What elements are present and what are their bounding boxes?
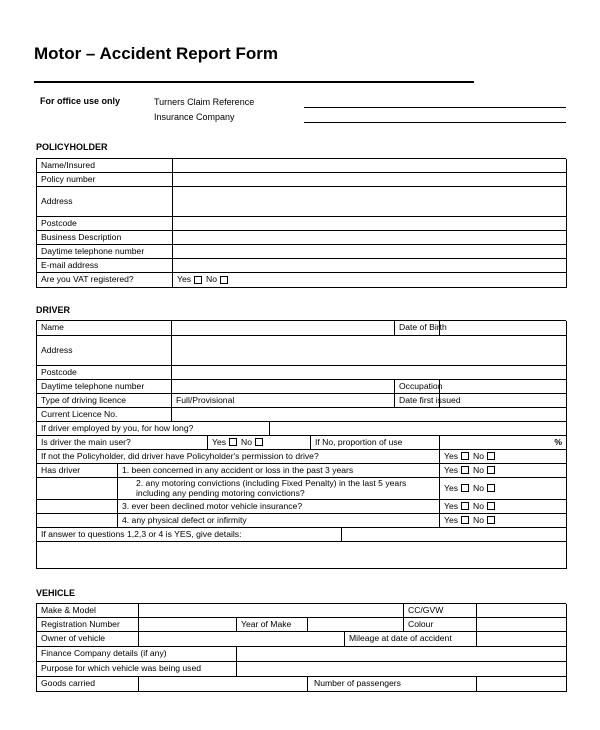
drv-q2-label: 2. any motoring convictions (including Fixed Penalty) in the last 5 years including any pending motoring convictions? bbox=[118, 478, 440, 500]
vehicle-heading: VEHICLE bbox=[36, 588, 76, 598]
drv-blank-cell bbox=[37, 500, 118, 514]
drv-date-issued-field[interactable] bbox=[440, 394, 567, 408]
yes-label: Yes bbox=[444, 450, 459, 461]
veh-purpose-field[interactable] bbox=[237, 662, 567, 677]
drv-licence-type-value[interactable]: Full/Provisional bbox=[172, 394, 395, 408]
ph-email-label: E-mail address bbox=[37, 259, 173, 273]
drv-proportion-label: If No, proportion of use bbox=[311, 436, 440, 450]
drv-dob-label: Date of Birth bbox=[395, 321, 440, 336]
veh-mileage-label: Mileage at date of accident bbox=[345, 632, 477, 647]
drv-dob-field[interactable] bbox=[440, 321, 567, 336]
vehicle-table bbox=[36, 603, 566, 692]
ph-vat-options bbox=[173, 273, 567, 288]
permission-no-checkbox[interactable] bbox=[487, 452, 495, 460]
permission-yes-checkbox[interactable] bbox=[461, 452, 469, 460]
ph-vat-label: Are you VAT registered? bbox=[37, 273, 173, 288]
yes-label: Yes bbox=[212, 436, 227, 447]
title-divider bbox=[34, 81, 474, 83]
drv-blank-cell bbox=[37, 478, 118, 500]
ph-email-field[interactable] bbox=[173, 259, 567, 273]
drv-blank-cell bbox=[37, 514, 118, 528]
veh-make-label: Make & Model bbox=[37, 604, 139, 618]
veh-owner-label: Owner of vehicle bbox=[37, 632, 139, 647]
no-label: No bbox=[206, 274, 218, 285]
q2-no-checkbox[interactable] bbox=[487, 484, 495, 492]
drv-employed-field[interactable] bbox=[270, 422, 567, 436]
ph-policy-number-field[interactable] bbox=[173, 173, 567, 187]
claim-reference-label: Turners Claim Reference bbox=[154, 97, 255, 107]
yes-label: Yes bbox=[444, 500, 459, 511]
veh-passengers-field[interactable] bbox=[477, 677, 567, 692]
no-label: No bbox=[473, 514, 485, 525]
drv-details-label: If answer to questions 1,2,3 or 4 is YES, give details: bbox=[37, 528, 342, 542]
drv-phone-field[interactable] bbox=[172, 380, 395, 394]
drv-q1-label: 1. been concerned in any accident or loss in the past 3 years bbox=[118, 464, 440, 478]
drv-q1-options bbox=[440, 464, 567, 478]
insurance-company-label: Insurance Company bbox=[154, 112, 235, 122]
veh-owner-field[interactable] bbox=[139, 632, 345, 647]
veh-finance-label: Finance Company details (if any) bbox=[37, 647, 237, 662]
ph-policy-number-label: Policy number bbox=[37, 173, 173, 187]
drv-licence-no-label: Current Licence No. bbox=[37, 408, 172, 422]
veh-goods-field[interactable] bbox=[139, 677, 308, 692]
drv-details-field[interactable] bbox=[342, 528, 567, 542]
ph-name-field[interactable] bbox=[173, 159, 567, 173]
veh-cc-label: CC/GVW bbox=[404, 604, 477, 618]
page-title: Motor – Accident Report Form bbox=[34, 44, 278, 63]
no-label: No bbox=[473, 450, 485, 461]
q3-no-checkbox[interactable] bbox=[487, 502, 495, 510]
q4-no-checkbox[interactable] bbox=[487, 516, 495, 524]
yes-label: Yes bbox=[444, 482, 459, 493]
drv-date-issued-label: Date first issued bbox=[395, 394, 440, 408]
yes-label: Yes bbox=[444, 514, 459, 525]
drv-phone-label: Daytime telephone number bbox=[37, 380, 172, 394]
ph-business-field[interactable] bbox=[173, 231, 567, 245]
ph-business-label: Business Description bbox=[37, 231, 173, 245]
policyholder-heading: POLICYHOLDER bbox=[36, 142, 108, 152]
drv-main-user-label: Is driver the main user? bbox=[37, 436, 208, 450]
drv-name-label: Name bbox=[37, 321, 172, 336]
veh-year-field[interactable] bbox=[308, 618, 404, 632]
veh-registration-field[interactable] bbox=[139, 618, 237, 632]
veh-cc-field[interactable] bbox=[477, 604, 567, 618]
veh-registration-label: Registration Number bbox=[37, 618, 139, 632]
ph-address-label: Address bbox=[37, 187, 173, 217]
drv-has-driver-label: Has driver bbox=[37, 464, 118, 478]
main-user-no-checkbox[interactable] bbox=[255, 438, 263, 446]
drv-main-user-options bbox=[208, 436, 311, 450]
ph-postcode-label: Postcode bbox=[37, 217, 173, 231]
drv-q2-options bbox=[440, 478, 567, 500]
ph-phone-field[interactable] bbox=[173, 245, 567, 259]
drv-q4-label: 4. any physical defect or infirmity bbox=[118, 514, 440, 528]
no-label: No bbox=[473, 500, 485, 511]
q4-yes-checkbox[interactable] bbox=[461, 516, 469, 524]
veh-goods-label: Goods carried bbox=[37, 677, 139, 692]
no-label: No bbox=[473, 464, 485, 475]
drv-postcode-label: Postcode bbox=[37, 366, 172, 380]
drv-proportion-field[interactable] bbox=[440, 436, 567, 450]
drv-address-label: Address bbox=[37, 336, 172, 366]
driver-table bbox=[36, 320, 566, 569]
veh-year-label: Year of Make bbox=[237, 618, 308, 632]
veh-make-field[interactable] bbox=[139, 604, 404, 618]
drv-q4-options bbox=[440, 514, 567, 528]
driver-heading: DRIVER bbox=[36, 305, 71, 315]
drv-permission-label: If not the Policyholder, did driver have Policyholder's permission to drive? bbox=[37, 450, 440, 464]
veh-mileage-field[interactable] bbox=[477, 632, 567, 647]
insurance-company-field[interactable] bbox=[304, 122, 566, 123]
no-label: No bbox=[473, 482, 485, 493]
ph-postcode-field[interactable] bbox=[173, 217, 567, 231]
ph-address-field[interactable] bbox=[173, 187, 567, 217]
main-user-yes-checkbox[interactable] bbox=[229, 438, 237, 446]
drv-occupation-label: Occupation bbox=[395, 380, 440, 394]
veh-colour-field[interactable] bbox=[477, 618, 567, 632]
policyholder-table bbox=[36, 158, 566, 288]
ph-name-label: Name/Insured bbox=[37, 159, 173, 173]
no-label: No bbox=[241, 436, 253, 447]
drv-details-area[interactable] bbox=[37, 542, 567, 569]
drv-q3-label: 3. ever been declined motor vehicle insurance? bbox=[118, 500, 440, 514]
veh-passengers-label: Number of passengers bbox=[308, 677, 477, 692]
veh-finance-field[interactable] bbox=[237, 647, 567, 662]
drv-licence-type-label: Type of driving licence bbox=[37, 394, 172, 408]
ph-phone-label: Daytime telephone number bbox=[37, 245, 173, 259]
claim-reference-field[interactable] bbox=[304, 107, 566, 108]
vat-yes-checkbox[interactable] bbox=[194, 276, 202, 284]
office-use-label: For office use only bbox=[40, 96, 121, 106]
yes-label: Yes bbox=[444, 464, 459, 475]
vat-no-checkbox[interactable] bbox=[220, 276, 228, 284]
drv-name-field[interactable] bbox=[172, 321, 395, 336]
veh-colour-label: Colour bbox=[404, 618, 477, 632]
q1-yes-checkbox[interactable] bbox=[461, 466, 469, 474]
drv-postcode-field[interactable] bbox=[172, 366, 567, 380]
yes-label: Yes bbox=[177, 274, 192, 285]
q2-yes-checkbox[interactable] bbox=[461, 484, 469, 492]
drv-q3-options bbox=[440, 500, 567, 514]
drv-permission-options bbox=[440, 450, 567, 464]
percent-sign: % bbox=[554, 436, 562, 447]
q1-no-checkbox[interactable] bbox=[487, 466, 495, 474]
drv-occupation-field[interactable] bbox=[440, 380, 567, 394]
drv-address-field[interactable] bbox=[172, 336, 567, 366]
drv-licence-no-field[interactable] bbox=[172, 408, 567, 422]
q3-yes-checkbox[interactable] bbox=[461, 502, 469, 510]
drv-employed-label: If driver employed by you, for how long? bbox=[37, 422, 270, 436]
veh-purpose-label: Purpose for which vehicle was being used bbox=[37, 662, 237, 677]
